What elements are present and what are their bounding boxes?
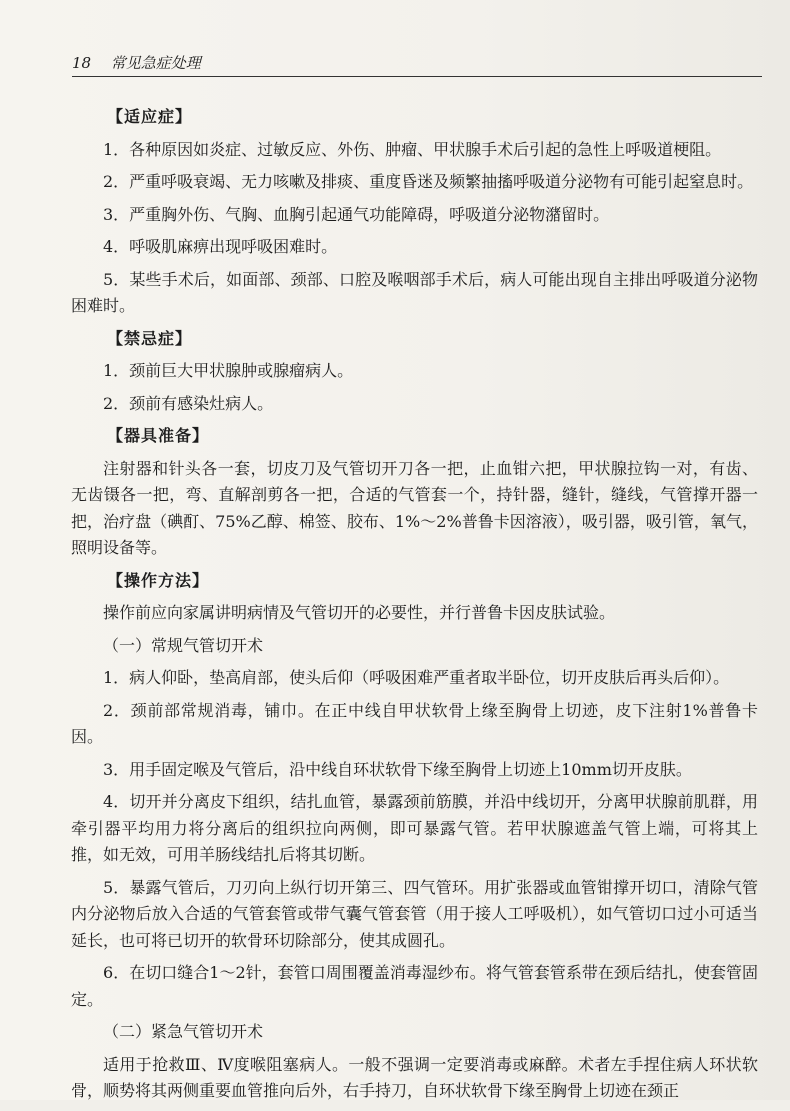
contraindications-heading: 【禁忌症】 xyxy=(107,328,193,348)
routine-step: 3．用手固定喉及气管后，沿中线自环状软骨下缘至胸骨上切迹上10mm切开皮肤。 xyxy=(103,759,692,779)
equipment-text: 注射器和针头各一套，切皮刀及气管切开刀各一把，止血钳六把，甲状腺拉钩一对，有齿、无齿镊各一把，弯、直解剖剪各一把，合适的气管套一个，持针器，缝针，缝线，气管撑开器一把，治疗盘（碘酊、75%乙醇、棉签、胶布、1%～2%普鲁卡因溶液），吸引器，吸引管，氧气，照明设备等。 xyxy=(71,458,758,557)
routine-step: 1．病人仰卧，垫高肩部，使头后仰（呼吸困难严重者取半卧位，切开皮肤后再头后仰）。 xyxy=(103,668,730,687)
indication-item: 4．呼吸肌麻痹出现呼吸困难时。 xyxy=(103,237,338,256)
contraindication-item: 1．颈前巨大甲状腺肿或腺瘤病人。 xyxy=(103,361,354,380)
routine-step: 6．在切口缝合1～2针，套管口周围覆盖消毒湿纱布。将气管套管系带在颈后结扎，使套管固定。 xyxy=(71,963,758,1009)
emergency-text: 适用于抢救Ⅲ、Ⅳ度喉阻塞病人。一般不强调一定要消毒或麻醉。术者左手捏住病人环状软骨，顺势将其两侧重要血管推向后外，右手持刀，自环状软骨下缘至胸骨上切迹在颈正 xyxy=(71,1054,758,1100)
indication-item: 3．严重胸外伤、气胸、血胸引起通气功能障碍，呼吸道分泌物潴留时。 xyxy=(103,204,610,224)
indication-item: 5．某些手术后，如面部、颈部、口腔及喉咽部手术后，病人可能出现自主排出呼吸道分泌物困难时。 xyxy=(71,269,758,315)
equipment-heading: 【器具准备】 xyxy=(107,426,210,445)
emergency-subheading: （二）紧急气管切开术 xyxy=(103,1022,264,1041)
routine-step: 5．暴露气管后，刀刃向上纵行切开第三、四气管环。用扩张器或血管钳撑开切口，清除气管内分泌物后放入合适的气管套管或带气囊气管套管（用于接人工呼吸机），如气管切口过小可适当延长，也可将已切开的软骨环切除部分，使其成圆孔。 xyxy=(71,877,758,950)
running-header xyxy=(72,52,752,78)
header-rule xyxy=(72,76,762,77)
routine-step: 4．切开并分离皮下组织，结扎血管，暴露颈前筋膜，并沿中线切开，分离甲状腺前肌群，用牵引器平均用力将分离后的组织拉向两侧，即可暴露气管。若甲状腺遮盖气管上端，可将其上推，如无效，可用羊肠线结扎后将其切断。 xyxy=(71,792,758,864)
indications-heading: 【适应症】 xyxy=(107,107,193,126)
routine-step: 2．颈前部常规消毒，铺巾。在正中线自甲状软骨上缘至胸骨上切迹，皮下注射1%普鲁卡因。 xyxy=(71,700,758,746)
main-content xyxy=(71,100,758,1111)
contraindication-item: 2．颈前有感染灶病人。 xyxy=(103,393,274,413)
indication-item: 1．各种原因如炎症、过敏反应、外伤、肿瘤、甲状腺手术后引起的急性上呼吸道梗阻。 xyxy=(103,139,722,159)
routine-subheading: （一）常规气管切开术 xyxy=(103,635,264,655)
indication-item: 2．严重呼吸衰竭、无力咳嗽及排痰、重度昏迷及频繁抽搐呼吸道分泌物有可能引起窒息时。 xyxy=(103,172,754,191)
procedure-heading: 【操作方法】 xyxy=(107,570,210,590)
page-number: 18 xyxy=(72,54,92,72)
procedure-intro: 操作前应向家属讲明病情及气管切开的必要性，并行普鲁卡因皮肤试验。 xyxy=(103,603,616,622)
book-title: 常见急症处理 xyxy=(110,54,201,72)
